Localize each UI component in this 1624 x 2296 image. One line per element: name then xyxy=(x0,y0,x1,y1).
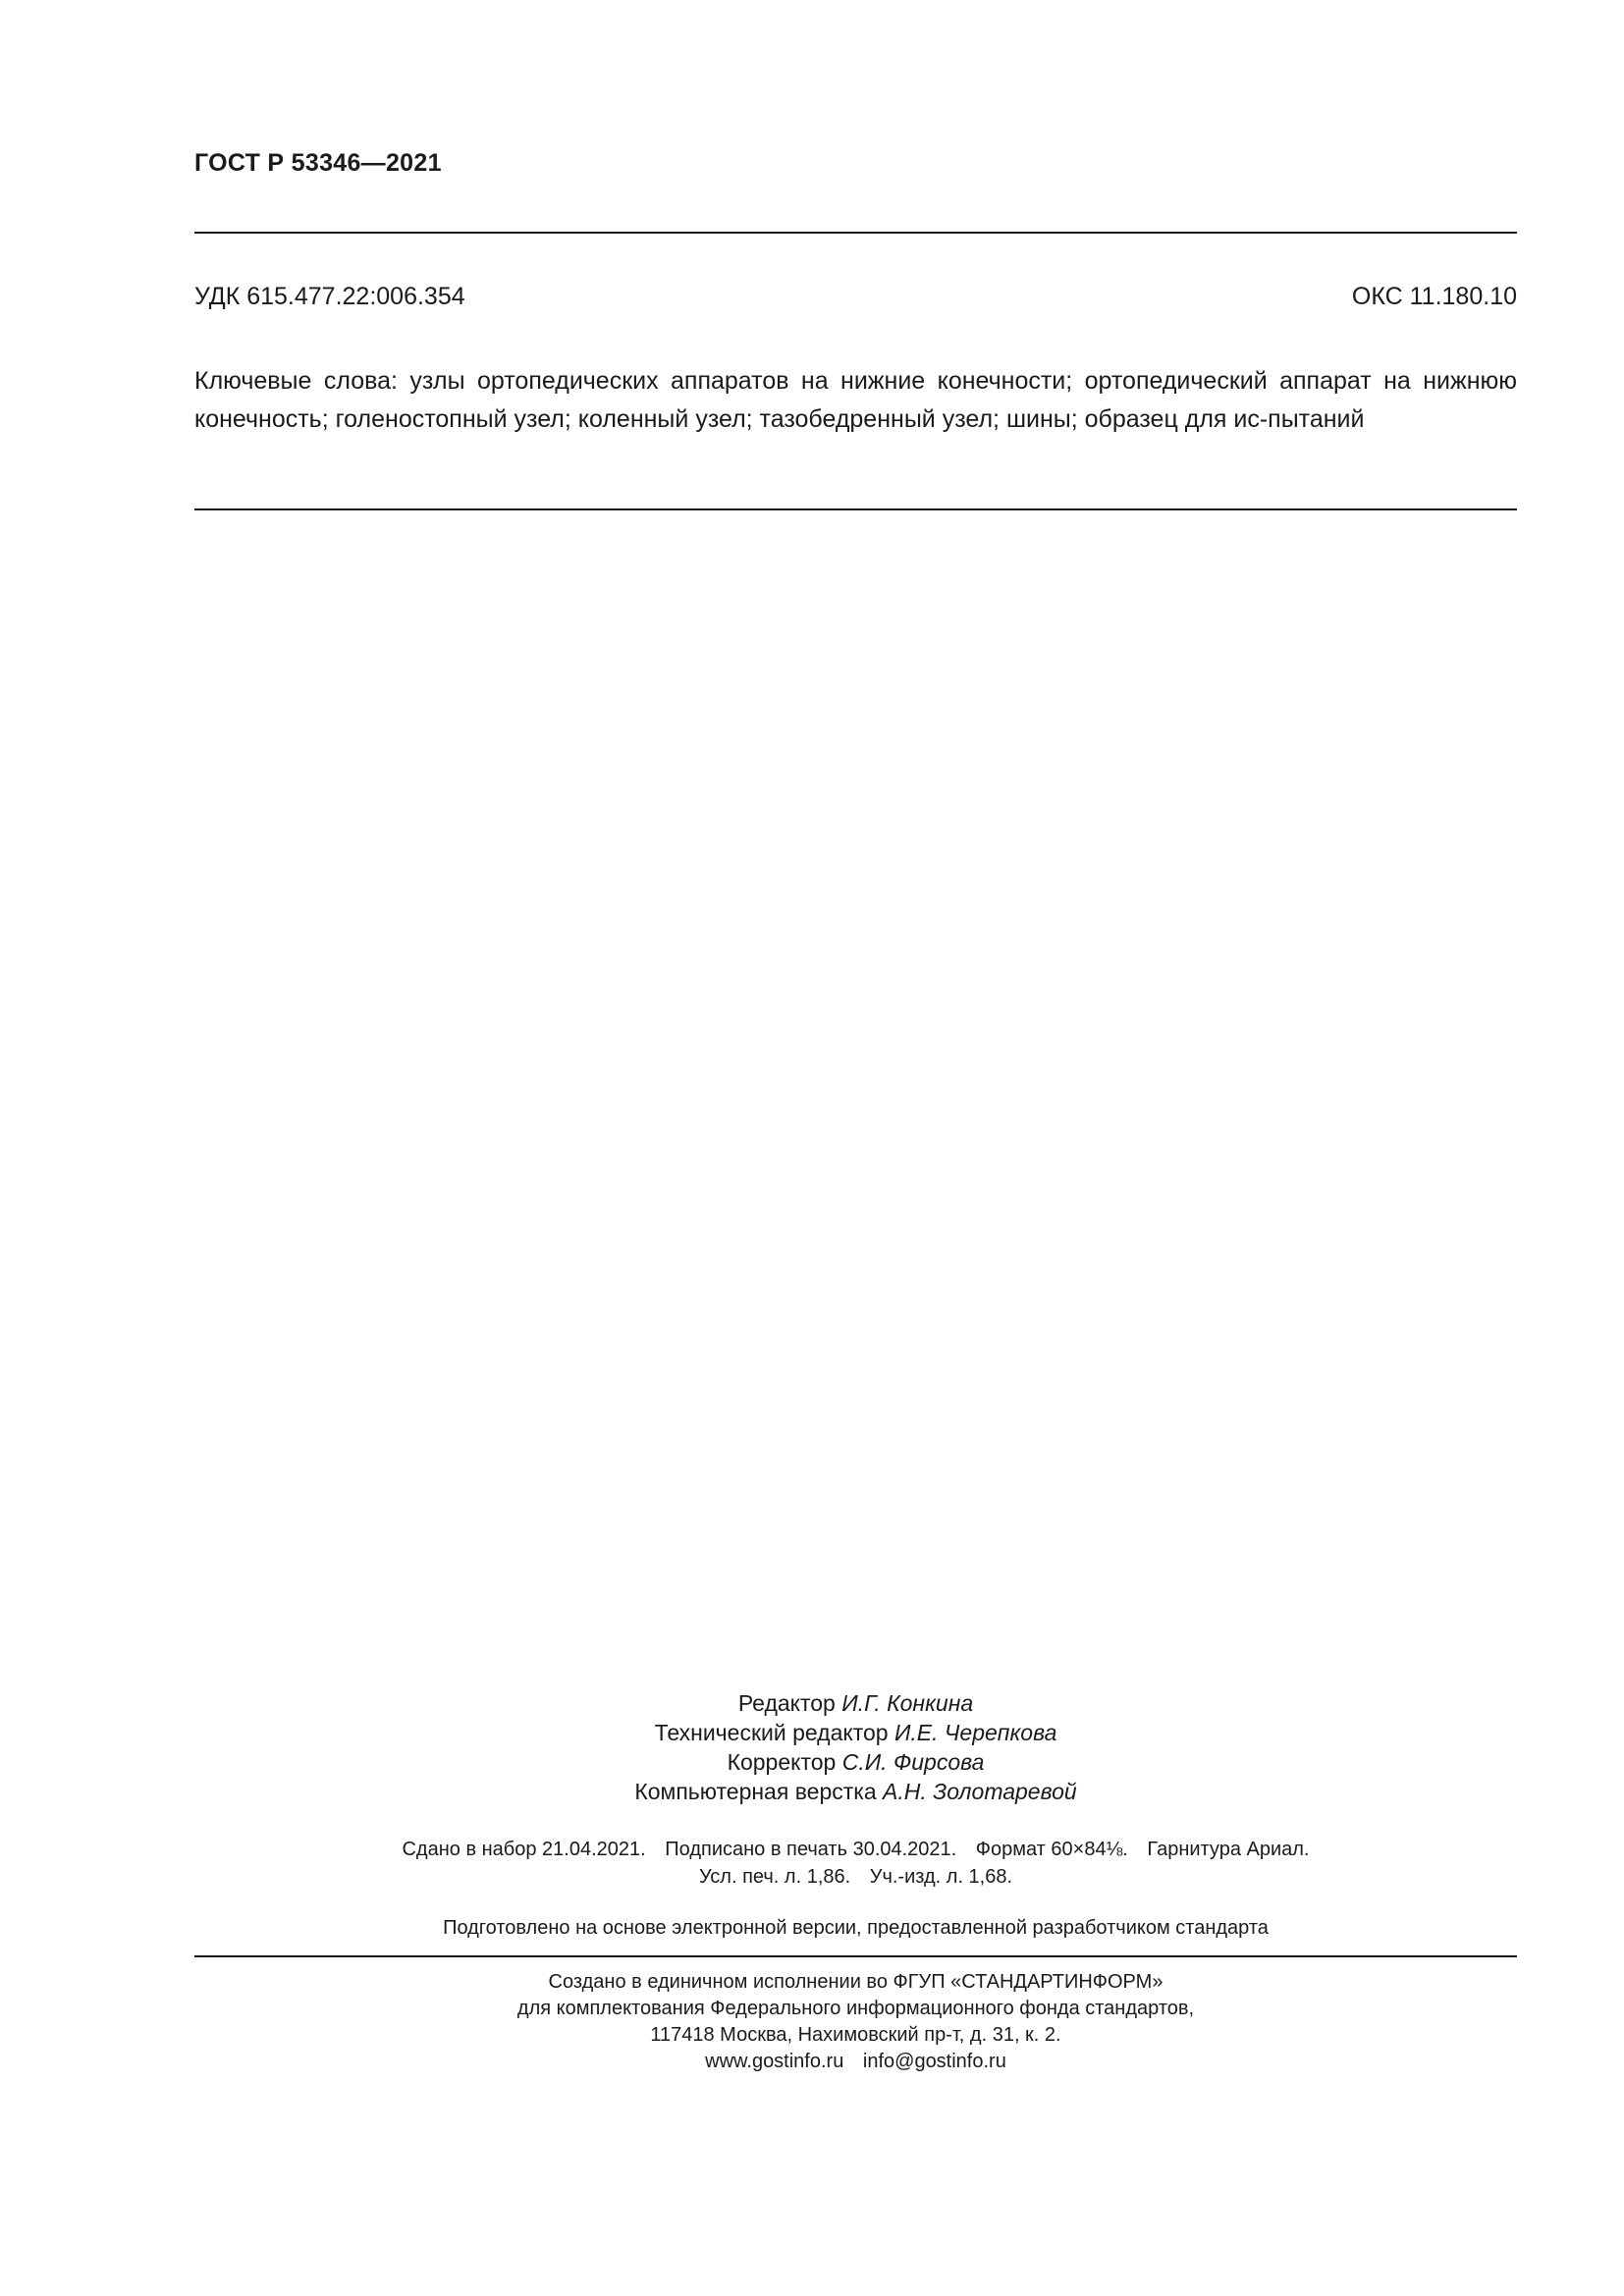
oks-code: ОКС 11.180.10 xyxy=(1351,283,1517,310)
publisher-line-1: Создано в единичном исполнении во ФГУП «СТАНДАРТИНФОРМ» xyxy=(548,1971,1164,1993)
typeface: Гарнитура Ариал. xyxy=(1147,1839,1310,1860)
prepared-note: Подготовлено на основе электронной версии, предоставленной разработчиком стандарта xyxy=(443,1917,1269,1939)
credit-layout xyxy=(194,1777,1517,1806)
credit-proofreader xyxy=(194,1747,1517,1777)
credit-technical-editor xyxy=(194,1718,1517,1747)
submitted-date: Сдано в набор 21.04.2021. xyxy=(402,1839,646,1860)
credit-name: И.Г. Конкина xyxy=(841,1690,974,1716)
keywords-paragraph: Ключевые слова: узлы ортопедических аппаратов на нижние конечности; ортопедический аппарат на нижнюю конечность; голеностопный узел; коленный узел; тазобедренный узел; шины; образец для ис-пытаний xyxy=(194,367,1517,433)
credits-block xyxy=(194,1688,1517,1806)
credit-editor xyxy=(194,1688,1517,1718)
print-info-line-2 xyxy=(194,1863,1517,1891)
print-info-line-1 xyxy=(194,1836,1517,1863)
publisher-email-link[interactable]: info@gostinfo.ru xyxy=(862,2051,1006,2072)
credit-role: Технический редактор xyxy=(654,1720,889,1745)
credit-role: Редактор xyxy=(737,1690,836,1716)
print-sheets: Усл. печ. л. 1,86. xyxy=(698,1866,851,1888)
udk-code: УДК 615.477.22:006.354 xyxy=(194,283,465,310)
top-divider xyxy=(194,232,1517,234)
publisher-contacts xyxy=(194,2049,1517,2075)
publisher-sheets: Уч.-изд. л. 1,68. xyxy=(869,1866,1013,1888)
credit-name: С.И. Фирсова xyxy=(841,1749,985,1775)
publisher-website-link[interactable]: www.gostinfo.ru xyxy=(705,2051,844,2072)
publisher-line-2: для комплектования Федерального информационного фонда стандартов, xyxy=(516,1998,1195,2019)
credit-role: Компьютерная верстка xyxy=(634,1779,877,1804)
keywords-divider xyxy=(194,508,1517,510)
publisher-divider xyxy=(194,1955,1517,1957)
print-info xyxy=(194,1836,1517,1891)
paper-format: Формат 60×84⅛. xyxy=(975,1839,1128,1860)
publisher-address: 117418 Москва, Нахимовский пр-т, д. 31, к. 2. xyxy=(650,2024,1061,2046)
credit-name: А.Н. Золотаревой xyxy=(883,1779,1077,1804)
credit-role: Корректор xyxy=(727,1749,837,1775)
signed-date: Подписано в печать 30.04.2021. xyxy=(665,1839,957,1860)
credit-name: И.Е. Черепкова xyxy=(893,1720,1057,1745)
standard-code: ГОСТ Р 53346—2021 xyxy=(194,149,442,177)
publisher-block xyxy=(194,1969,1517,2075)
